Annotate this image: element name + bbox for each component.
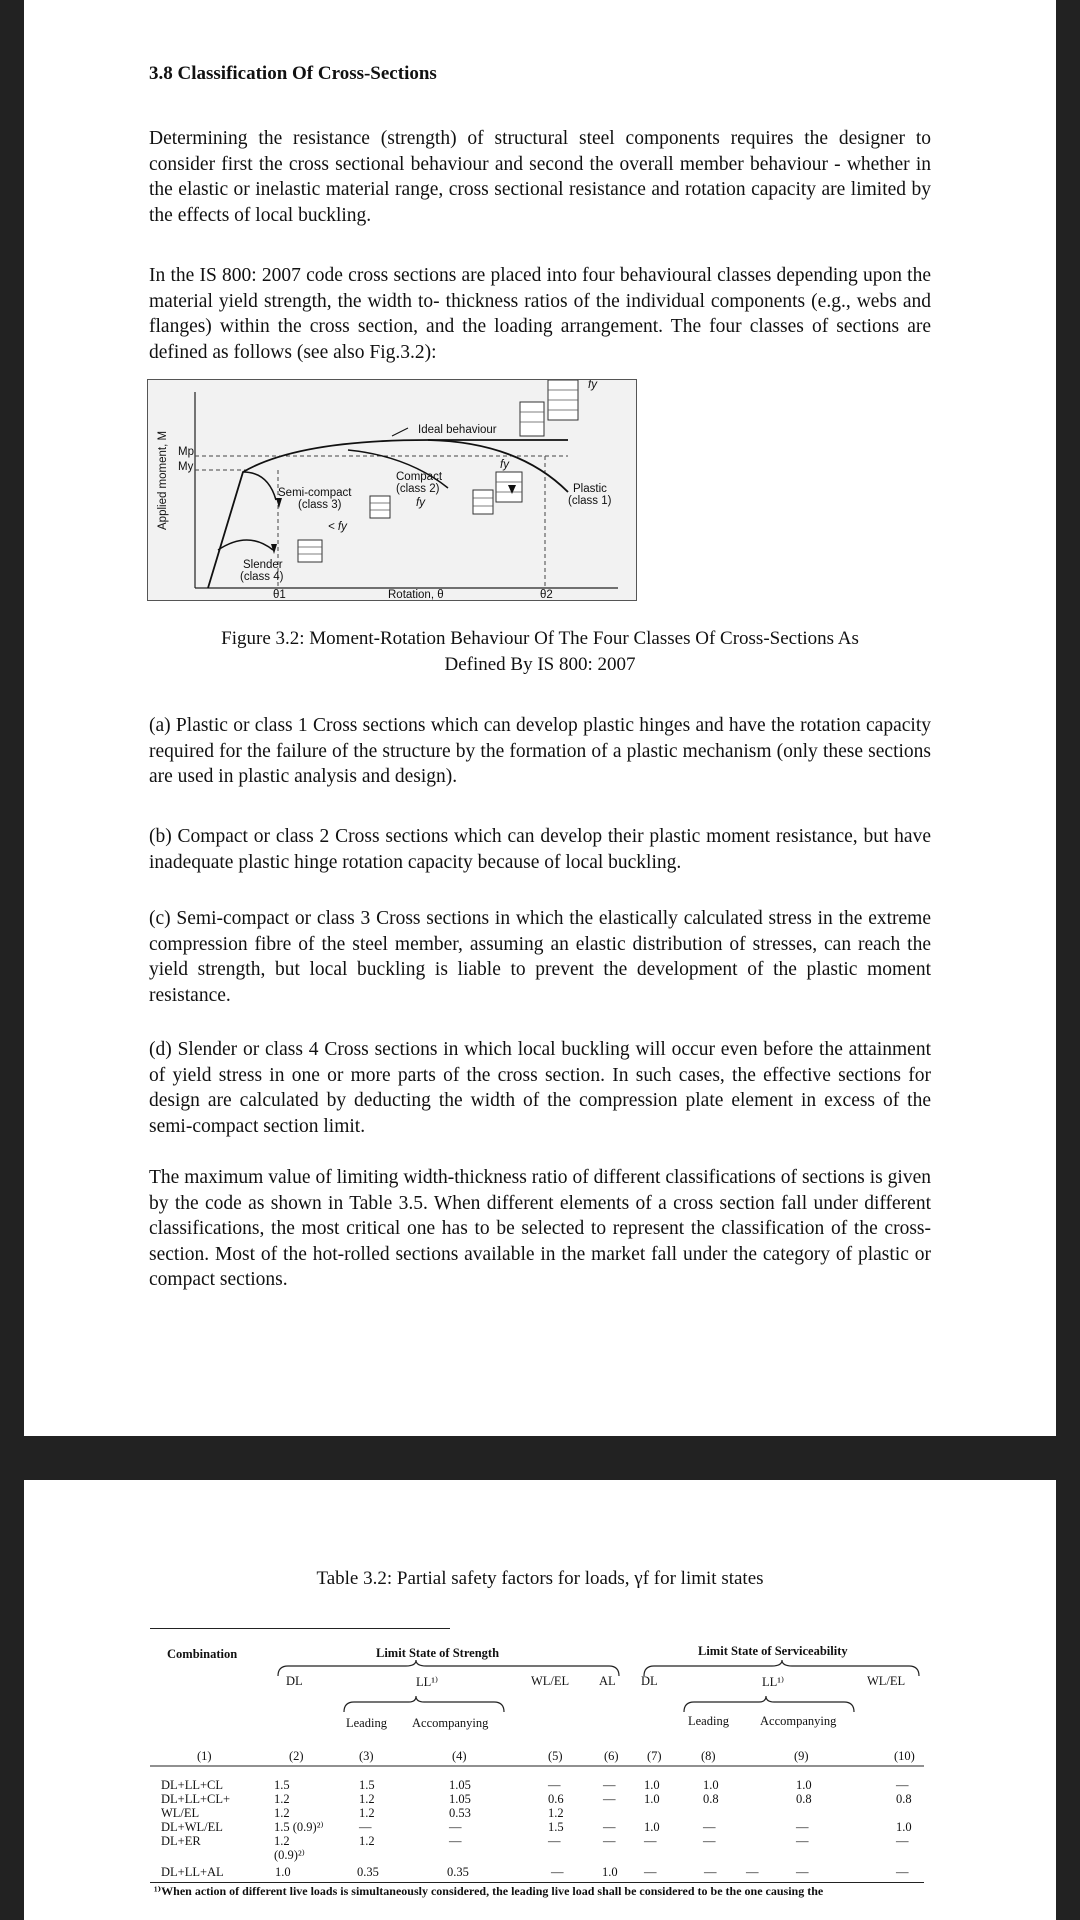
row-dl-ll-al-al: 1.0 <box>602 1865 618 1879</box>
row-dl-ll-al-wlel-sls: — <box>896 1865 909 1879</box>
row-dl-ll-al-dl: 1.0 <box>275 1865 291 1879</box>
col-num-4: (4) <box>452 1749 467 1763</box>
column-ll-leading-sls: 1.0 0.8 — — <box>703 1778 719 1848</box>
header-ll-sls: LL¹⁾ <box>762 1675 785 1689</box>
row-dl-ll-al-label: DL+LL+AL <box>161 1865 224 1879</box>
ideal-label: Ideal behaviour <box>418 424 497 436</box>
table-braces <box>24 1480 1056 1920</box>
header-strength: Limit State of Strength <box>376 1646 500 1660</box>
header-wlel: WL/EL <box>531 1674 570 1688</box>
column-ll-accompanying-sls: 1.0 0.8 — — <box>796 1778 812 1848</box>
caption-line-1: Figure 3.2: Moment-Rotation Behaviour Of The Four Classes Of Cross-Sections As <box>221 628 859 649</box>
header-dl: DL <box>286 1674 303 1688</box>
column-dl: 1.5 1.2 1.2 1.5 (0.9)²⁾ 1.2 (0.9)²⁾ <box>274 1778 324 1862</box>
paragraph-c: (c) Semi-compact or class 3 Cross sections in which the elastically calculated stress in the extreme compression fibre of the steel member, assuming an elastic distribution of stresses, can reach the yield strength, but local buckling is liable to prevent the development of the plastic moment resistance. <box>149 908 931 1006</box>
col-num-2: (2) <box>289 1749 304 1763</box>
row-dl-ll-al-wlel: — <box>551 1865 564 1879</box>
row-dl-ll-al-leading-sls: — <box>704 1865 717 1879</box>
moment-rotation-figure <box>147 379 637 601</box>
paragraph-intro: Determining the resistance (strength) of structural steel components requires the designer to consider first the cross sectional behaviour and second the overall member behaviour - whether in the elastic or inelastic material range, cross sectional resistance and rotation capacity are limited by the effects of local buckling. <box>149 128 931 226</box>
row-dl-ll-al-accompanying-sls-b: — <box>796 1865 809 1879</box>
header-al: AL <box>599 1674 616 1688</box>
row-dl-ll-al-dl-sls: — <box>644 1865 657 1879</box>
section-heading: 3.8 Classification Of Cross-Sections <box>149 63 437 84</box>
compact-label: Compact <box>396 471 443 483</box>
fy-label-top: fy <box>588 380 597 391</box>
plastic-label: Plastic <box>573 483 607 495</box>
header-combination: Combination <box>167 1647 238 1661</box>
mp-label: Mp <box>178 446 194 458</box>
row-dl-ll-al-accompanying: 0.35 <box>447 1865 469 1879</box>
col-num-6: (6) <box>604 1749 619 1763</box>
column-ll-leading: 1.5 1.2 1.2 — 1.2 <box>359 1778 375 1848</box>
y-axis-label: Applied moment, M <box>157 430 169 530</box>
lt-fy-label: < fy <box>328 521 347 533</box>
col-num-10: (10) <box>894 1749 915 1763</box>
slender-curve <box>218 540 273 550</box>
my-label: My <box>178 461 194 473</box>
theta2-label: θ2 <box>540 589 553 601</box>
column-wlel-sls: — 0.8 1.0 — <box>896 1778 912 1848</box>
col-num-3: (3) <box>359 1749 374 1763</box>
semi-compact-label: Semi-compact <box>278 487 352 499</box>
header-accompanying: Accompanying <box>412 1716 489 1730</box>
fy-label-compact: fy <box>416 497 425 509</box>
col-num-1: (1) <box>197 1749 212 1763</box>
page-1 <box>24 0 1056 1436</box>
column-ll-accompanying: 1.05 1.05 0.53 — — <box>449 1778 471 1848</box>
header-accompanying-sls: Accompanying <box>760 1714 837 1728</box>
paragraph-b: (b) Compact or class 2 Cross sections which can develop their plastic moment resistance, but have inadequate plastic hinge rotation capacity because of local buckling. <box>149 826 931 873</box>
moment-rotation-diagram <box>148 380 638 602</box>
header-leading-sls: Leading <box>688 1714 729 1728</box>
caption-line-2: Defined By IS 800: 2007 <box>444 654 636 675</box>
paragraph-classes: In the IS 800: 2007 code cross sections are placed into four behavioural classes depending upon the material yield strength, the width to- thickness ratios of the individual components (e.g., webs and flanges) within the cross section, and the loading arrangement. The four classes of sections are defined as follows (see also Fig.3.2): <box>149 265 931 363</box>
row-dl-ll-al-accompanying-sls-a: — <box>746 1865 759 1879</box>
paragraph-d: (d) Slender or class 4 Cross sections in which local buckling will occur even before the attainment of yield stress in one or more parts of the cross section. In such cases, the effective sections for design are calculated by deducting the width of the compression plate element in excess of the semi-compact section limit. <box>149 1039 931 1137</box>
semi-compact-curve <box>243 472 276 500</box>
header-leading: Leading <box>346 1716 387 1730</box>
column-wlel: — 0.6 1.2 1.5 — <box>548 1778 564 1848</box>
col-num-7: (7) <box>647 1749 662 1763</box>
table-bottom-rule <box>150 1882 924 1883</box>
column-dl-sls: 1.0 1.0 1.0 — <box>644 1778 660 1848</box>
figure-caption <box>149 626 931 678</box>
col-num-8: (8) <box>701 1749 716 1763</box>
plastic-class-label: (class 1) <box>568 495 612 507</box>
paragraph-e: The maximum value of limiting width-thickness ratio of different classifications of sections is given by the code as shown in Table 3.5. When different elements of a cross section fall under different classifications, the most critical one has to be selected to represent the classification of the cross-section. Most of the hot-rolled sections available in the market fall under the category of plastic or compact sections. <box>149 1167 931 1290</box>
header-dl-sls: DL <box>641 1674 658 1688</box>
paragraph-a: (a) Plastic or class 1 Cross sections which can develop plastic hinges and have the rotation capacity required for the failure of the structure by the formation of a plastic mechanism (only these sections are used in plastic analysis and design). <box>149 715 931 787</box>
header-serviceability: Limit State of Serviceability <box>698 1644 848 1658</box>
column-combination: DL+LL+CL DL+LL+CL+ WL/EL DL+WL/EL DL+ER <box>161 1778 231 1848</box>
compact-class-label: (class 2) <box>396 483 440 495</box>
semi-compact-class-label: (class 3) <box>298 499 342 511</box>
table-caption: Table 3.2: Partial safety factors for loads, γf for limit states <box>316 1568 764 1589</box>
page-2 <box>24 1480 1056 1920</box>
row-dl-ll-al-leading: 0.35 <box>357 1865 379 1879</box>
x-axis-label: Rotation, θ <box>388 589 444 601</box>
header-ll: LL¹⁾ <box>416 1675 439 1689</box>
slender-class-label: (class 4) <box>240 571 284 583</box>
column-al: — — — — <box>603 1778 616 1848</box>
theta1-label: θ1 <box>273 589 286 601</box>
header-wlel-sls: WL/EL <box>867 1674 906 1688</box>
slender-label: Slender <box>243 559 283 571</box>
table-footnote: ¹⁾When action of different live loads is simultaneously considered, the leading live load shall be considered to be the one causing the <box>154 1884 824 1898</box>
col-num-5: (5) <box>548 1749 563 1763</box>
fy-label-right: fy <box>500 459 509 471</box>
col-num-9: (9) <box>794 1749 809 1763</box>
